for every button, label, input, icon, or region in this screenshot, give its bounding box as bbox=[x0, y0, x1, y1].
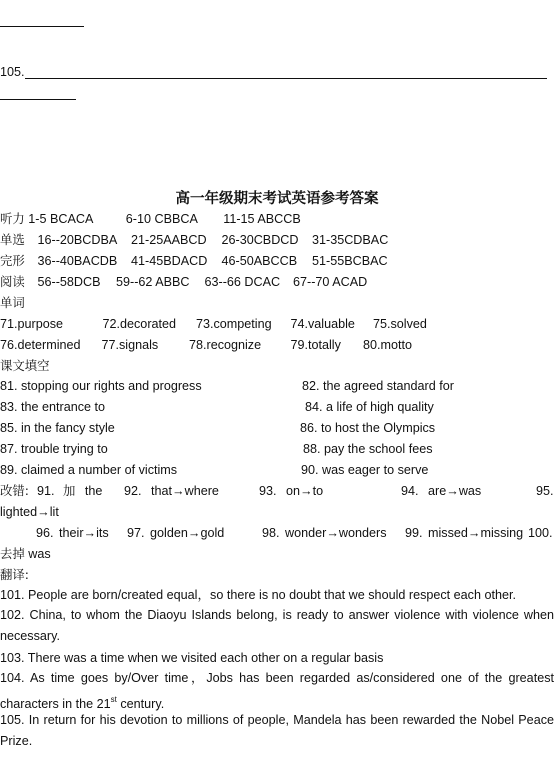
answer-group: 56--58DCB bbox=[37, 275, 101, 289]
answer-group: 46-50ABCCB bbox=[221, 254, 298, 268]
single-choice-row bbox=[0, 232, 388, 248]
word-answer: 75.solved bbox=[373, 317, 427, 331]
correct-word: where bbox=[184, 484, 219, 498]
section-label: 阅读 bbox=[0, 274, 25, 289]
word-answer: 76.determined bbox=[0, 338, 81, 352]
fill-in-answer: 86. to host the Olympics bbox=[300, 421, 436, 435]
answer-blank-line bbox=[25, 78, 547, 79]
answer-group: 41-45BDACD bbox=[131, 254, 208, 268]
word-answer: 72.decorated bbox=[102, 317, 177, 331]
answer-group: 51-55BCBAC bbox=[312, 254, 388, 268]
correct-word: to bbox=[312, 484, 324, 498]
item-number: 94. bbox=[401, 484, 419, 498]
answer-group: 59--62 ABBC bbox=[116, 275, 190, 289]
correct-word: lit bbox=[49, 505, 59, 519]
arrow-right-icon: → bbox=[187, 526, 201, 540]
arrow-right-icon: → bbox=[172, 484, 185, 498]
correct-word: its bbox=[96, 526, 109, 540]
correct-word: was bbox=[458, 484, 482, 498]
fill-in-answer: 84. a life of high quality bbox=[305, 400, 434, 414]
page-title: 高一年级期末考试英语参考答案 bbox=[175, 190, 379, 207]
correction-row bbox=[0, 483, 37, 499]
answer-group: 67--70 ACAD bbox=[293, 275, 368, 289]
fill-in-answer: 81. stopping our rights and progress bbox=[0, 379, 202, 393]
fill-in-answer: 90. was eager to serve bbox=[301, 463, 429, 477]
translation-text: century. bbox=[116, 697, 165, 711]
fill-in-answer: 88. pay the school fees bbox=[303, 442, 433, 456]
arrow-right-icon: → bbox=[446, 484, 459, 498]
cloze-row bbox=[0, 253, 388, 269]
wrong-word: their bbox=[59, 526, 84, 540]
answer-group: 36--40BACDB bbox=[37, 254, 118, 268]
words-row bbox=[0, 337, 412, 353]
arrow-right-icon: → bbox=[326, 526, 339, 540]
correction-item-96 bbox=[36, 525, 109, 541]
arrow-right-icon: → bbox=[83, 526, 97, 540]
answer-group: 63--66 DCAC bbox=[204, 275, 281, 289]
correct-word: gold bbox=[200, 526, 225, 540]
words-row bbox=[0, 316, 427, 332]
fill-in-answer: 83. the entrance to bbox=[0, 400, 106, 414]
question-number: 105. bbox=[0, 65, 25, 79]
answer-group: 6-10 CBBCA bbox=[125, 212, 198, 226]
translation-text: 104. As time goes by/Over time，Jobs has been regarded as/considered one of the greatest characters in the 21 bbox=[0, 671, 554, 711]
fill-in-answer: 82. the agreed standard for bbox=[302, 379, 454, 393]
superscript: st bbox=[110, 695, 117, 704]
answer-group: 11-15 ABCCB bbox=[223, 212, 301, 226]
correct-word: wonders bbox=[338, 526, 387, 540]
section-label-words: 单词 bbox=[0, 295, 25, 310]
item-number: 99. bbox=[405, 526, 423, 540]
translation-104 bbox=[0, 668, 554, 715]
listening-row bbox=[0, 211, 301, 227]
translation-101: 101. People are born/created equal，so there is no doubt that we should respect each other. bbox=[0, 588, 516, 602]
item-number: 97. bbox=[127, 526, 145, 540]
arrow-right-icon: → bbox=[467, 526, 481, 540]
correction-word: the bbox=[84, 484, 103, 498]
section-label: 单选 bbox=[0, 232, 25, 247]
wrong-word: missed bbox=[428, 526, 468, 540]
wrong-word: golden bbox=[150, 526, 188, 540]
item-number: 92. bbox=[124, 484, 142, 498]
fill-in-answer: 89. claimed a number of victims bbox=[0, 463, 178, 477]
word-answer: 77.signals bbox=[101, 338, 159, 352]
correction-action: 去掉 bbox=[0, 546, 25, 561]
correction-item-92 bbox=[124, 483, 219, 499]
arrow-right-icon: → bbox=[300, 484, 313, 498]
correction-item-99 bbox=[405, 525, 523, 541]
wrong-word: are bbox=[428, 484, 447, 498]
correction-item-91 bbox=[37, 483, 102, 499]
correction-action: 加 bbox=[63, 483, 76, 498]
section-label-translation: 翻译: bbox=[0, 567, 29, 582]
word-answer: 71.purpose bbox=[0, 317, 64, 331]
item-number: 100. bbox=[528, 526, 553, 540]
fill-in-answer: 87. trouble trying to bbox=[0, 442, 108, 456]
section-label: 完形 bbox=[0, 253, 25, 268]
translation-102: 102. China, to whom the Diaoyu Islands belong, is ready to answer violence with violence when necessary. bbox=[0, 608, 554, 643]
word-answer: 80.motto bbox=[363, 338, 413, 352]
item-number: 98. bbox=[262, 526, 280, 540]
correction-word: was bbox=[28, 547, 51, 561]
wrong-word: on bbox=[286, 484, 301, 498]
answer-group: 21-25AABCD bbox=[131, 233, 207, 247]
correction-item-94 bbox=[401, 483, 481, 499]
answer-group: 1-5 BCACA bbox=[28, 212, 94, 226]
answer-blank-line bbox=[0, 99, 76, 100]
correction-item-98 bbox=[262, 525, 387, 541]
fill-in-answer: 85. in the fancy style bbox=[0, 421, 115, 435]
answer-group: 26-30CBDCD bbox=[221, 233, 299, 247]
correction-item-100 bbox=[0, 546, 51, 562]
item-number: 91. bbox=[37, 484, 55, 498]
item-number: 95. bbox=[536, 484, 554, 498]
item-number: 93. bbox=[259, 484, 277, 498]
answer-blank-line bbox=[0, 26, 84, 27]
correction-item-97 bbox=[127, 525, 224, 541]
arrow-right-icon: → bbox=[37, 505, 50, 519]
word-answer: 79.totally bbox=[290, 338, 341, 352]
word-answer: 74.valuable bbox=[290, 317, 355, 331]
item-number: 96. bbox=[36, 526, 54, 540]
correction-item-95 bbox=[0, 504, 59, 520]
answer-group: 31-35CDBAC bbox=[312, 233, 389, 247]
correct-word: missing bbox=[480, 526, 524, 540]
section-label-fill-in: 课文填空 bbox=[0, 358, 50, 373]
wrong-word: lighted bbox=[0, 505, 38, 519]
answer-group: 16--20BCDBA bbox=[37, 233, 118, 247]
section-label: 改错: bbox=[0, 483, 29, 498]
reading-row bbox=[0, 274, 367, 290]
translation-103: 103. There was a time when we visited each other on a regular basis bbox=[0, 651, 384, 665]
translation-105: 105. In return for his devotion to millions of people, Mandela has been rewarded the Nobel Peace Prize. bbox=[0, 713, 554, 748]
word-answer: 73.competing bbox=[196, 317, 272, 331]
word-answer: 78.recognize bbox=[189, 338, 262, 352]
wrong-word: wonder bbox=[285, 526, 327, 540]
section-label: 听力 bbox=[0, 211, 25, 226]
correction-item-93 bbox=[259, 483, 323, 499]
wrong-word: that bbox=[151, 484, 173, 498]
